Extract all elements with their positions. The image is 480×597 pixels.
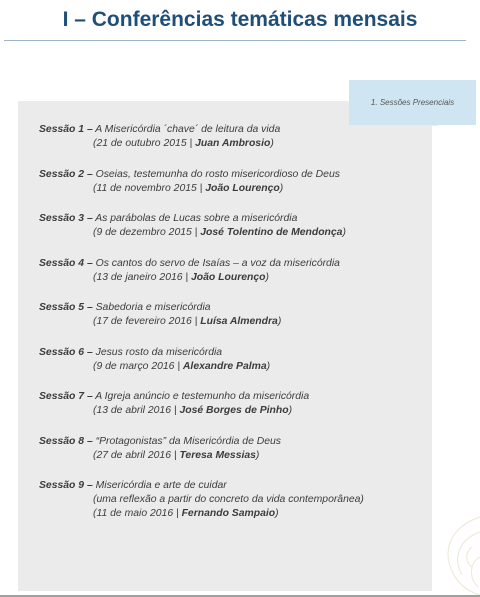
page-title: [0, 8, 480, 32]
session-item: [39, 212, 434, 240]
session-close: ): [266, 360, 271, 372]
title-divider: [4, 40, 466, 41]
session-close: ): [255, 449, 260, 461]
session-item: [39, 123, 434, 151]
session-list: [39, 123, 434, 538]
session-topic: Misericórdia e arte de cuidar: [92, 480, 227, 491]
session-date: (17 de fevereiro 2016 |: [93, 316, 201, 327]
session-date: (11 de maio 2016 |: [93, 508, 182, 519]
session-topic: Oseias, testemunha do rosto misericordioso de Deus: [92, 168, 340, 180]
session-close: ): [277, 316, 282, 327]
session-label: Sessão 2 –: [39, 168, 93, 180]
session-date: (9 de dezembro 2015 |: [93, 227, 201, 238]
session-topic: Jesus rosto da misericórdia: [92, 346, 223, 358]
session-speaker: João Lourenço: [191, 271, 266, 283]
session-speaker: Alexandre Palma: [182, 360, 267, 372]
session-speaker: Juan Ambrosio: [195, 138, 271, 149]
session-item: [39, 479, 434, 521]
session-item: [39, 301, 434, 329]
section-numeral: I: [62, 8, 69, 31]
session-topic: A Igreja anúncio e testemunho da misericórdia: [92, 391, 310, 402]
session-item: [39, 390, 434, 418]
session-item: [39, 435, 434, 463]
session-topic: As parábolas de Lucas sobre a misericórdia: [92, 213, 298, 224]
session-label: Sessão 3 –: [39, 213, 93, 224]
session-date: (9 de março 2016 |: [93, 360, 183, 372]
session-close: ): [275, 508, 279, 519]
session-extra: (uma reflexão a partir do concreto da vida contemporânea): [93, 494, 364, 505]
session-close: ): [279, 182, 284, 194]
section-title: – Conferências temáticas mensais: [68, 8, 418, 31]
session-close: ): [288, 405, 293, 416]
session-speaker: Teresa Messias: [179, 449, 256, 461]
session-topic: Os cantos do servo de Isaías – a voz da misericórdia: [92, 257, 340, 269]
session-label: Sessão 4 –: [39, 257, 93, 269]
session-item: [39, 168, 434, 196]
session-date: (11 de novembro 2015 |: [93, 182, 206, 194]
session-close: ): [342, 227, 346, 238]
session-label: Sessão 1 –: [39, 124, 93, 135]
session-close: ): [265, 271, 269, 283]
session-label: Sessão 7 –: [39, 391, 93, 402]
session-speaker: João Lourenço: [205, 182, 280, 194]
tab-label: 1. Sessões Presenciais: [370, 98, 455, 107]
session-topic: Sabedoria e misericórdia: [92, 302, 211, 313]
tab-sessoes-presenciais[interactable]: [349, 80, 476, 125]
session-speaker: Fernando Sampaio: [181, 508, 276, 519]
session-label: Sessão 8 –: [39, 435, 93, 447]
session-date: (13 de janeiro 2016 |: [93, 271, 192, 283]
session-topic: “Protagonistas” da Misericórdia de Deus: [92, 435, 282, 447]
session-close: ): [270, 138, 274, 149]
session-speaker: José Borges de Pinho: [179, 405, 289, 416]
session-item: [39, 346, 434, 374]
session-speaker: José Tolentino de Mendonça: [200, 227, 343, 238]
session-topic: A Misericórdia ´chave´ de leitura da vida: [92, 124, 281, 135]
session-label: Sessão 9 –: [39, 480, 93, 491]
session-date: (13 de abril 2016 |: [93, 405, 180, 416]
session-speaker: Luísa Almendra: [200, 316, 278, 327]
session-date: (21 de outubro 2015 |: [93, 138, 196, 149]
session-label: Sessão 5 –: [39, 302, 93, 313]
session-item: [39, 257, 434, 285]
session-date: (27 de abril 2016 |: [93, 449, 180, 461]
session-label: Sessão 6 –: [39, 346, 93, 358]
